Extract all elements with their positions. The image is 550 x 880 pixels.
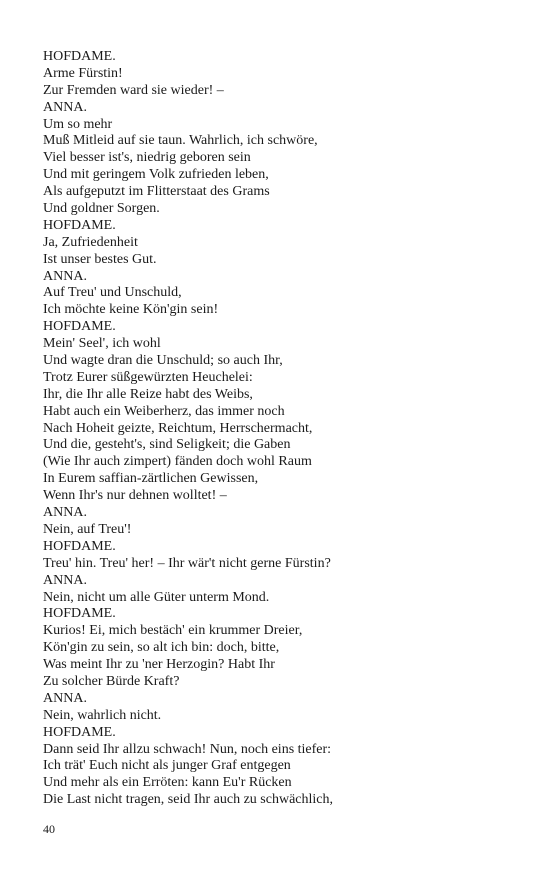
text-line: Als aufgeputzt im Flitterstaat des Grams [43, 184, 270, 200]
text-line: Auf Treu' und Unschuld, [43, 285, 182, 301]
text-line: Nein, wahrlich nicht. [43, 707, 162, 723]
text-line: Zur Fremden ward sie wieder! – [43, 82, 224, 98]
text-line: Treu' hin. Treu' her! – Ihr wär't nicht gerne Fürstin? [43, 555, 331, 571]
text-line: HOFDAME. [43, 724, 116, 740]
text-line: (Wie Ihr auch zimpert) fänden doch wohl Raum [43, 454, 312, 470]
text-line: Dann seid Ihr allzu schwach! Nun, noch eins tiefer: [43, 741, 332, 757]
text-line: HOFDAME. [43, 319, 116, 335]
text-line: ANNA. [43, 690, 87, 706]
text-line: Und goldner Sorgen. [43, 201, 160, 217]
text-line: Wenn Ihr's nur dehnen wolltet! – [43, 488, 227, 504]
text-line: Trotz Eurer süßgewürzten Heuchelei: [43, 369, 253, 385]
text-line: Arme Fürstin! [43, 65, 123, 81]
text-line: Die Last nicht tragen, seid Ihr auch zu schwächlich, [43, 792, 334, 808]
text-line: Mein' Seel', ich wohl [43, 336, 161, 352]
text-line: ANNA. [43, 572, 87, 588]
text-line: HOFDAME. [43, 49, 116, 64]
text-line: Und mehr als ein Erröten: kann Eu'r Rücken [43, 775, 292, 791]
text-line: Ihr, die Ihr alle Reize habt des Weibs, [43, 386, 253, 402]
text-line: Habt auch ein Weiberherz, das immer noch [43, 403, 285, 419]
text-line: Ich möchte keine Kön'gin sein! [43, 302, 219, 318]
text-line: Muß Mitleid auf sie taun. Wahrlich, ich schwöre, [43, 133, 318, 149]
text-line: Nach Hoheit geizte, Reichtum, Herrschermacht, [43, 420, 313, 436]
text-line: HOFDAME. [43, 538, 116, 554]
text-line: Und wagte dran die Unschuld; so auch Ihr, [43, 353, 283, 369]
text-line: Kurios! Ei, mich bestäch' ein krummer Dreier, [43, 623, 303, 639]
text-line: Um so mehr [43, 116, 113, 132]
text-line: In Eurem saffian-zärtlichen Gewissen, [43, 471, 259, 487]
text-line: Und die, gesteht's, sind Seligkeit; die Gaben [43, 437, 291, 453]
play-text [43, 49, 523, 809]
text-line: Nein, nicht um alle Güter unterm Mond. [43, 589, 270, 605]
text-line: ANNA. [43, 268, 87, 284]
text-line: Ich trät' Euch nicht als junger Graf entgegen [43, 758, 291, 774]
text-line: HOFDAME. [43, 217, 116, 233]
text-line: HOFDAME. [43, 606, 116, 622]
text-line: ANNA. [43, 99, 87, 115]
text-line: Und mit geringem Volk zufrieden leben, [43, 167, 269, 183]
text-line: Ist unser bestes Gut. [43, 251, 157, 267]
page-number: 40 [43, 822, 55, 836]
text-line: Zu solcher Bürde Kraft? [43, 673, 180, 689]
text-line: Viel besser ist's, niedrig geboren sein [43, 150, 251, 166]
text-line: Kön'gin zu sein, so alt ich bin: doch, bitte, [43, 640, 280, 656]
text-line: ANNA. [43, 505, 87, 521]
text-line: Was meint Ihr zu 'ner Herzogin? Habt Ihr [43, 657, 275, 673]
text-line: Ja, Zufriedenheit [43, 234, 138, 250]
text-line: Nein, auf Treu'! [43, 521, 132, 537]
